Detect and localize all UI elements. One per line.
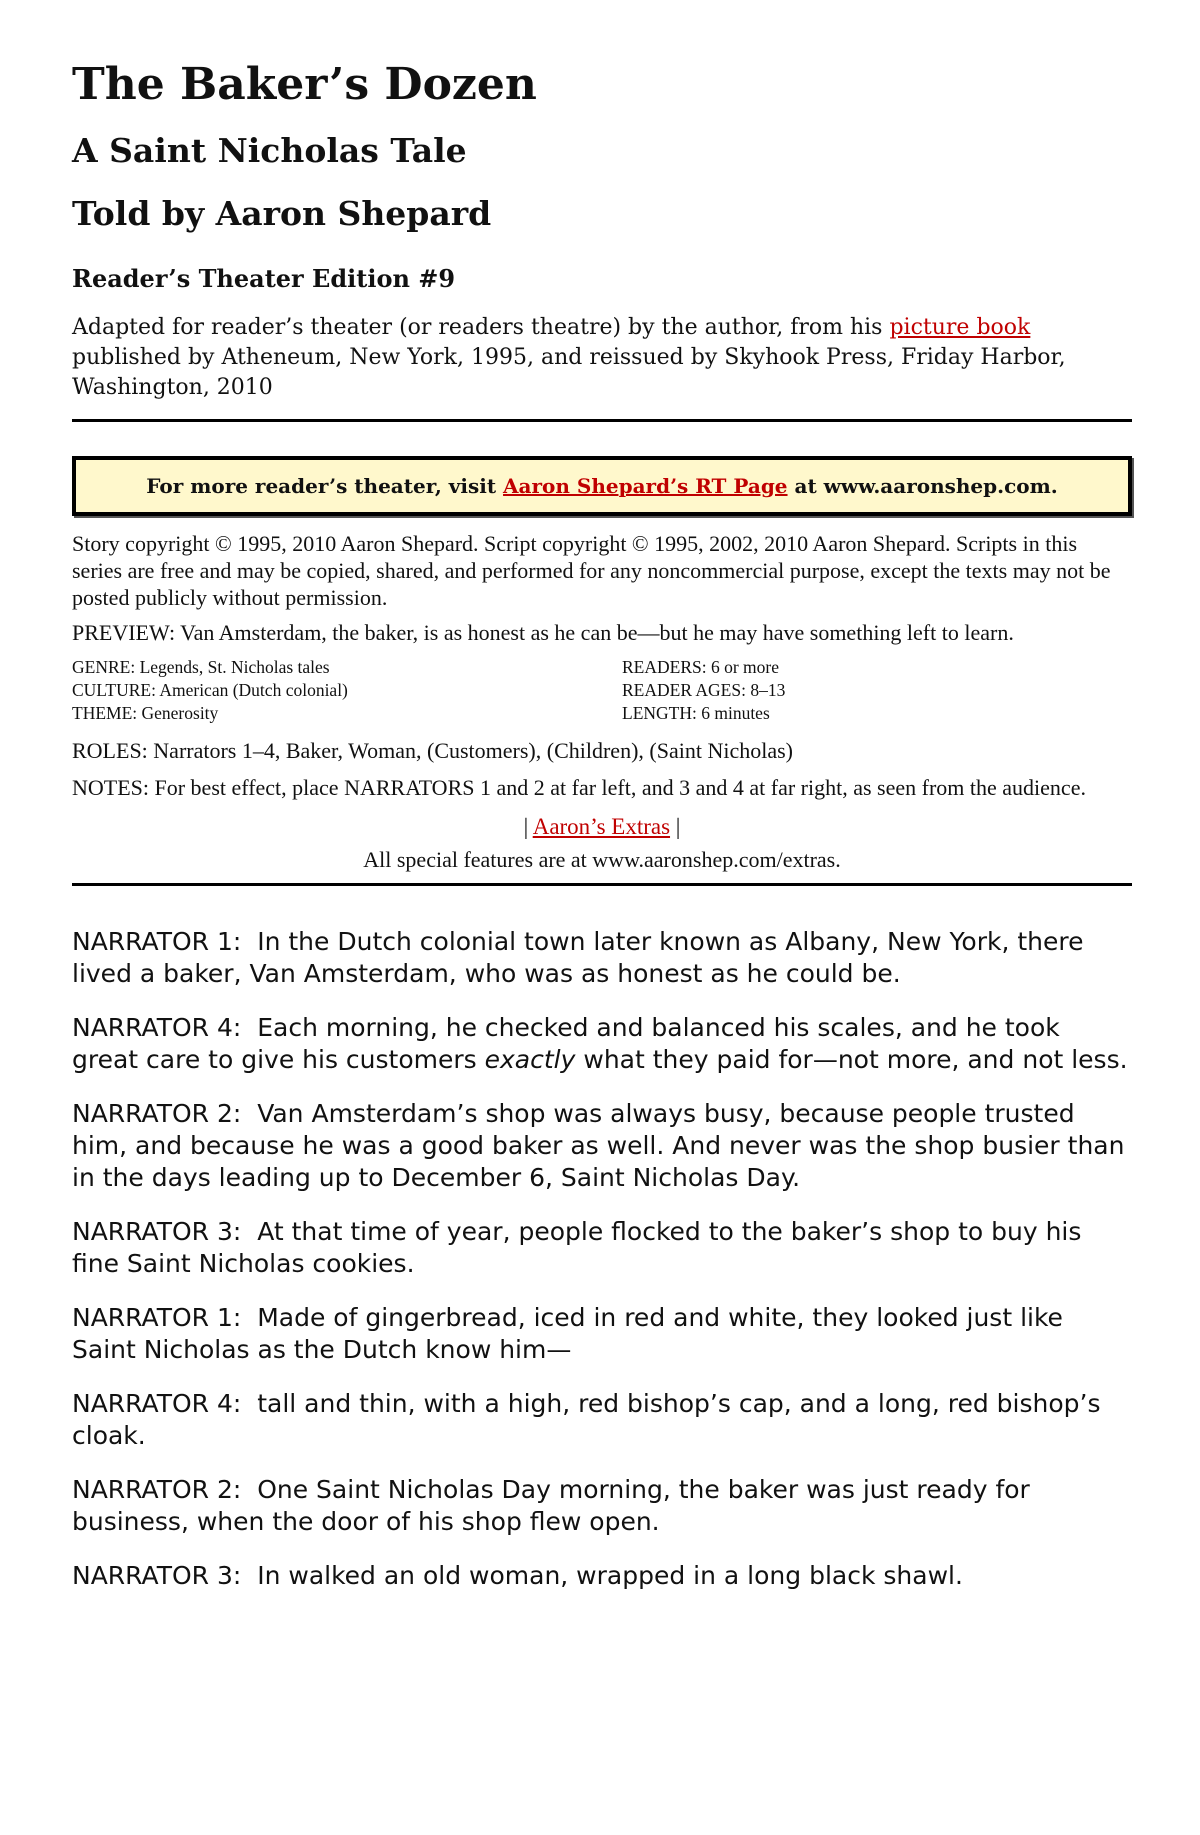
document-page bbox=[72, 60, 1132, 1614]
picture-book-link[interactable]: picture book bbox=[889, 314, 1031, 340]
script-text: Each morning, he checked and balanced his scales, and he took great care to give his customers bbox=[72, 1012, 1060, 1074]
extras-pipe-left: | bbox=[523, 813, 533, 839]
adapted-paragraph bbox=[72, 313, 1132, 403]
page-subtitle: A Saint Nicholas Tale bbox=[72, 130, 467, 170]
rt-page-link[interactable]: Aaron Shepard’s RT Page bbox=[503, 473, 788, 498]
divider-bottom bbox=[72, 883, 1132, 886]
edition-line: Reader’s Theater Edition #9 bbox=[72, 263, 456, 293]
length-info: LENGTH: 6 minutes bbox=[622, 702, 770, 723]
copyright-notice: Story copyright © 1995, 2010 Aaron Shepard. Script copyright © 1995, 2002, 2010 Aaron Shepard. Scripts in this series are free and may be copied, shared, and performed for any noncommercial purpose, except the texts may not be posted publicly without permission. bbox=[72, 530, 1111, 610]
speaker-label: NARRATOR 2: bbox=[72, 1098, 242, 1128]
adapted-text-before: Adapted for reader’s theater (or readers theatre) by the author, from his bbox=[72, 314, 890, 340]
speaker-label: NARRATOR 1: bbox=[72, 926, 242, 956]
rt-banner-before: For more reader’s theater, visit bbox=[146, 473, 497, 498]
script-line bbox=[72, 1216, 1132, 1280]
reader-ages-info: READER AGES: 8–13 bbox=[622, 679, 786, 700]
divider-top bbox=[72, 419, 1132, 422]
theme-info: THEME: Generosity bbox=[72, 702, 219, 723]
speaker-label: NARRATOR 3: bbox=[72, 1560, 242, 1590]
extras-pipe-right: | bbox=[670, 813, 681, 839]
script-text: One Saint Nicholas Day morning, the baker was just ready for business, when the door of his shop flew open. bbox=[72, 1474, 1030, 1536]
speaker-label: NARRATOR 2: bbox=[72, 1474, 242, 1504]
script-emphasis: exactly bbox=[484, 1044, 576, 1074]
script-line bbox=[72, 1474, 1132, 1538]
page-title: The Baker’s Dozen bbox=[72, 59, 537, 110]
extras-line bbox=[72, 813, 1132, 840]
adapted-text-after: published by Atheneum, New York, 1995, and reissued by Skyhook Press, Friday Harbor, Washington, 2010 bbox=[72, 344, 1066, 400]
roles-text: ROLES: Narrators 1–4, Baker, Woman, (Customers), (Children), (Saint Nicholas) bbox=[72, 737, 793, 763]
script-line bbox=[72, 926, 1132, 990]
script-line bbox=[72, 1560, 1132, 1592]
script-text: Made of gingerbread, iced in red and white, they looked just like Saint Nicholas as the Dutch know him— bbox=[72, 1302, 1063, 1364]
script-line bbox=[72, 1302, 1132, 1366]
aarons-extras-link[interactable]: Aaron’s Extras bbox=[532, 813, 671, 839]
script-metadata bbox=[72, 656, 1132, 725]
script-text: In the Dutch colonial town later known as Albany, New York, there lived a baker, Van Amsterdam, who was as honest as he could be. bbox=[72, 926, 1084, 988]
script-text: In walked an old woman, wrapped in a long black shawl. bbox=[257, 1560, 963, 1590]
notes-text: NOTES: For best effect, place NARRATORS 1 and 2 at far left, and 3 and 4 at far right, as seen from the audience. bbox=[72, 774, 1086, 800]
script-text: tall and thin, with a high, red bishop’s cap, and a long, red bishop’s cloak. bbox=[72, 1388, 1101, 1450]
speaker-label: NARRATOR 3: bbox=[72, 1216, 242, 1246]
readers-info: READERS: 6 or more bbox=[622, 656, 780, 677]
script-body bbox=[72, 926, 1132, 1592]
extras-url-line: All special features are at www.aaronshep.com/extras. bbox=[363, 846, 841, 872]
speaker-label: NARRATOR 1: bbox=[72, 1302, 242, 1332]
script-text: At that time of year, people flocked to the baker’s shop to buy his fine Saint Nicholas cookies. bbox=[72, 1216, 1082, 1278]
rt-page-banner bbox=[72, 456, 1132, 516]
script-line bbox=[72, 1012, 1132, 1076]
script-line bbox=[72, 1388, 1132, 1452]
preview-text: PREVIEW: Van Amsterdam, the baker, is as honest as he can be—but he may have something left to learn. bbox=[72, 619, 1014, 645]
genre-info: GENRE: Legends, St. Nicholas tales bbox=[72, 656, 330, 677]
speaker-label: NARRATOR 4: bbox=[72, 1388, 242, 1418]
script-text: what they paid for—not more, and not less. bbox=[575, 1044, 1128, 1074]
script-text: Van Amsterdam’s shop was always busy, because people trusted him, and because he was a good baker as well. And never was the shop busier than in the days leading up to December 6, Saint Nicholas Day. bbox=[72, 1098, 1125, 1192]
rt-banner-after: at www.aaronshep.com. bbox=[794, 473, 1058, 498]
script-line bbox=[72, 1098, 1132, 1194]
author-line: Told by Aaron Shepard bbox=[72, 194, 492, 234]
culture-info: CULTURE: American (Dutch colonial) bbox=[72, 679, 348, 700]
speaker-label: NARRATOR 4: bbox=[72, 1012, 242, 1042]
